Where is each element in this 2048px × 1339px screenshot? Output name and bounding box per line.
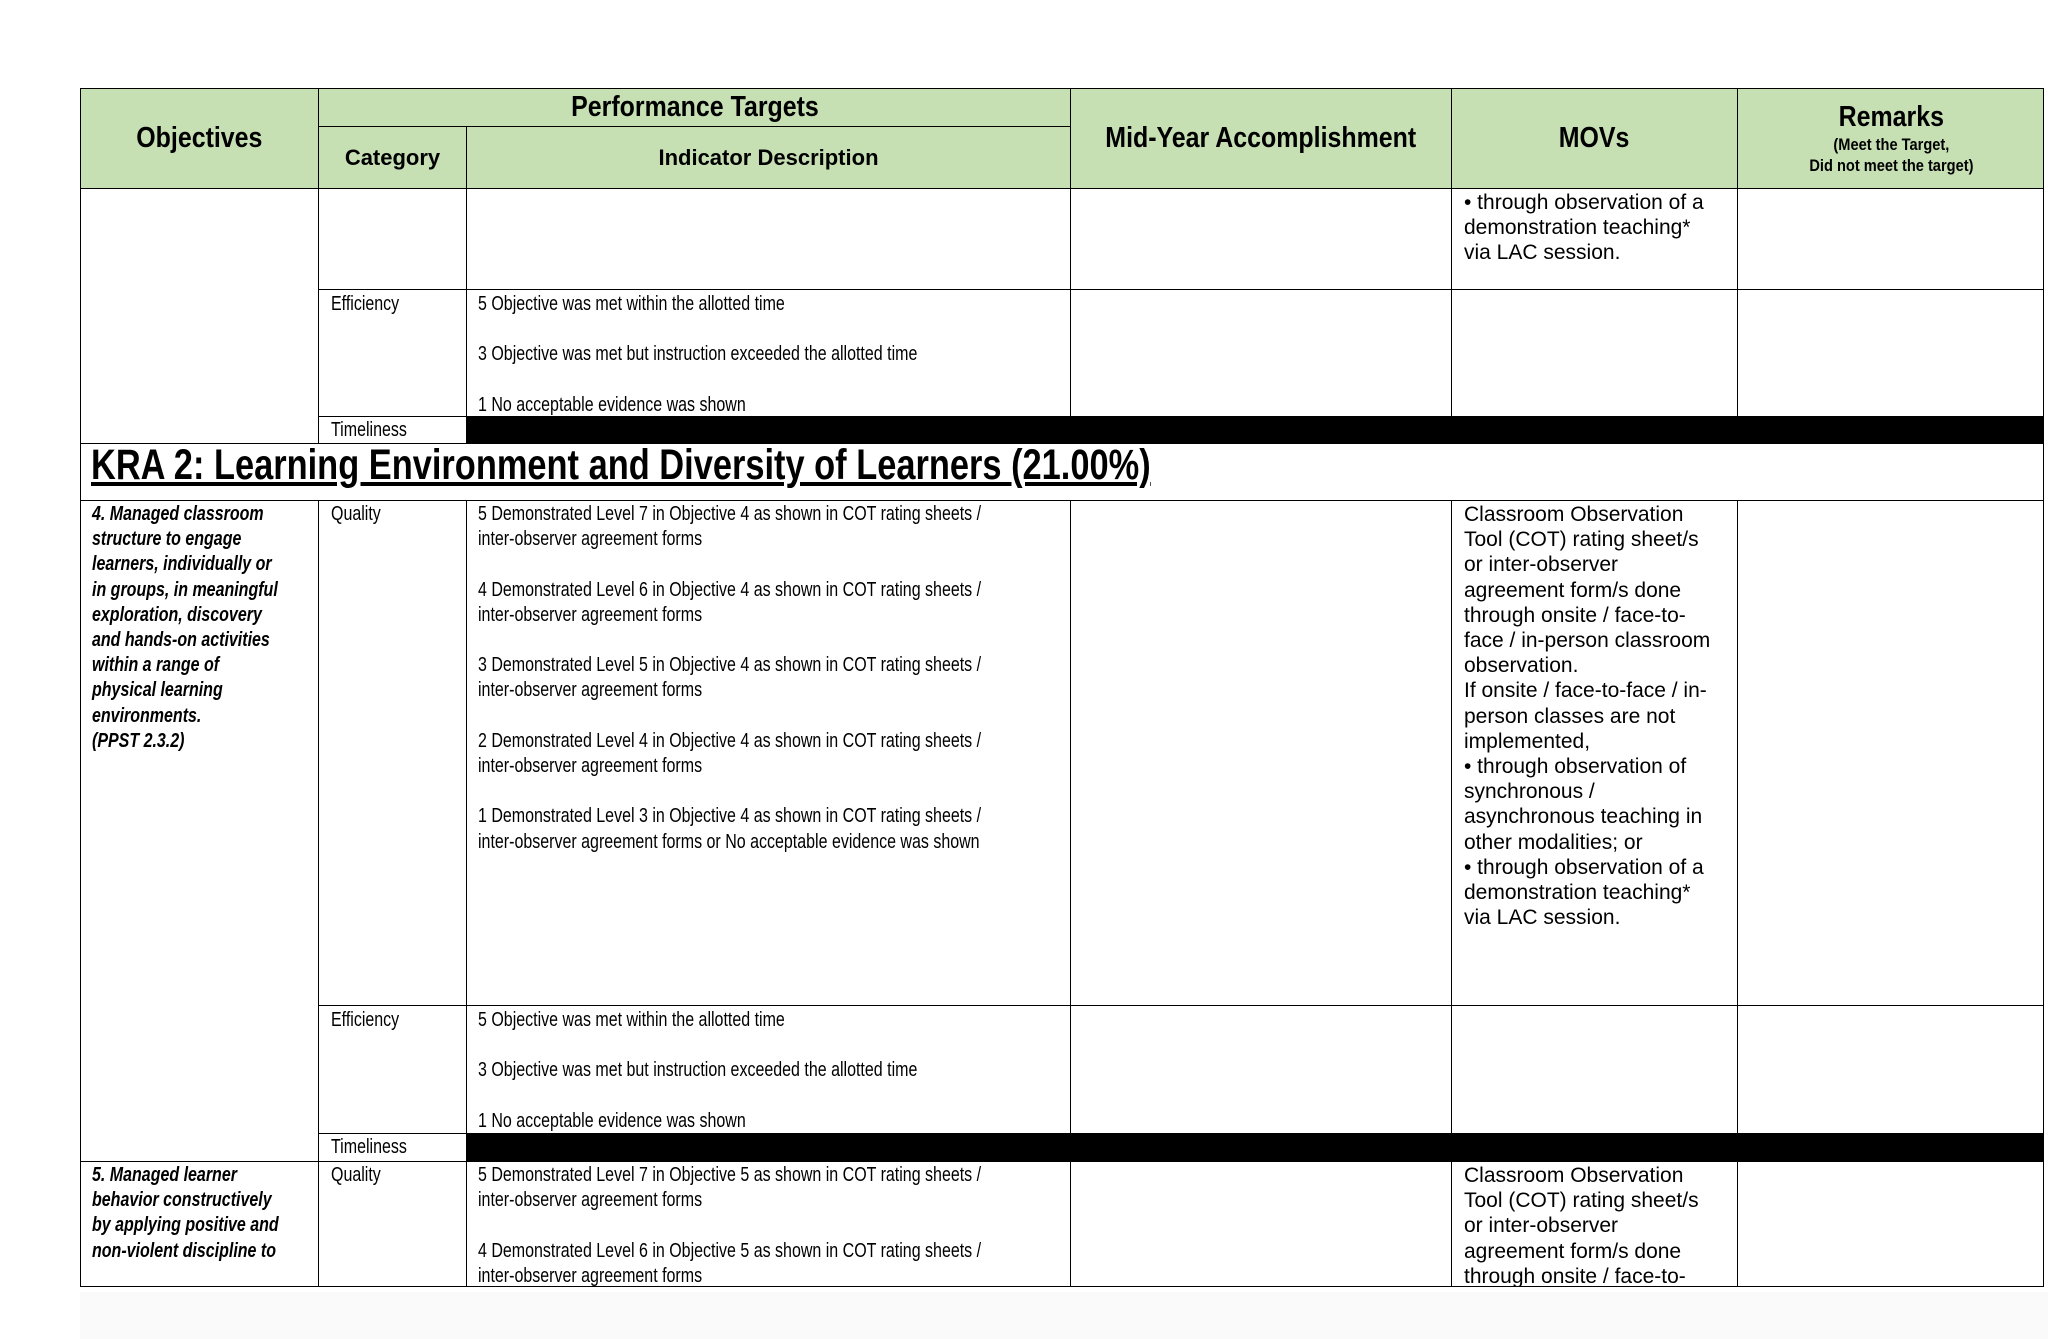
efficiency-category-cell-top [318,289,466,416]
header-objectives-label: Objectives [136,122,263,154]
objective-5-text: 5. Managed learner behavior constructively by applying positive and non-violent discipline to [92,1164,279,1262]
header-performance-targets [318,88,1070,126]
objective-4-efficiency-movs-cell [1451,1005,1737,1133]
objective-4-efficiency-category-cell [318,1005,466,1133]
objective-4-cell [80,500,318,1161]
header-movs [1451,88,1737,188]
timeliness-category-cell-top [318,416,466,443]
objective-4-efficiency-midyear-cell [1070,1005,1451,1133]
indicator-cell-continued [466,188,1070,289]
objective-5-cell [80,1161,318,1287]
header-category-label: Category [344,144,441,170]
header-remarks [1737,88,2044,188]
header-remarks-sub1: (Meet the Target, [1833,135,1949,154]
movs-continued-text: • through observation of a demonstration teaching* via LAC session. [1464,191,1704,265]
objective-5-midyear-cell [1070,1161,1451,1287]
header-mid-year [1070,88,1451,188]
objective-4-timeliness-blackout-bar [466,1133,2044,1161]
objective-4-efficiency-description: 5 Objective was met within the allotted time 3 Objective was met but instruction exceeded the allotted time 1 No acceptable evidence was shown [478,1009,918,1132]
page-bottom-shade [80,1292,2048,1339]
efficiency-remarks-cell-top [1737,289,2044,416]
objective-5-quality-label: Quality [331,1164,381,1186]
header-indicator-description [466,126,1070,188]
category-cell-continued [318,188,466,289]
objective-4-quality-description-cell [466,500,1070,1005]
header-mid-year-label: Mid-Year Accomplishment [1105,122,1417,154]
remarks-cell-continued [1737,188,2044,289]
efficiency-movs-cell-top [1451,289,1737,416]
kra2-title: KRA 2: Learning Environment and Diversity of Learners (21.00%) [91,441,1151,489]
objective-cell-continued [80,188,318,443]
objective-4-efficiency-description-cell [466,1005,1070,1133]
objective-4-quality-category-cell [318,500,466,1005]
objective-4-efficiency-label: Efficiency [331,1009,400,1031]
timeliness-blackout-bar-top [466,416,2044,443]
objective-4-quality-description: 5 Demonstrated Level 7 in Objective 4 as shown in COT rating sheets / inter-observer agreement forms 4 Demonstrated Level 6 in Objective 4 as shown in COT rating sheets / inter-observer agreement forms 3 Demonstrated Level 5 in Objective 4 as shown in COT rating sheets / inter-observer agreement forms 2 Demonstrated Level 4 in Objective 4 as shown in COT rating sheets / inter-observer agreement forms 1 Demonstrated Level 3 in Objective 4 as shown in COT rating sheets / inter-observer agreement forms or No acceptable evidence was shown [478,503,982,853]
efficiency-midyear-cell-top [1070,289,1451,416]
header-objectives [80,88,318,188]
objective-4-timeliness-category-cell [318,1133,466,1161]
efficiency-description-top: 5 Objective was met within the allotted time 3 Objective was met but instruction exceeded the allotted time 1 No acceptable evidence was shown [478,293,918,416]
objective-5-movs-text: Classroom Observation Tool (COT) rating sheet/s or inter-observer agreement form/s done through onsite / face-to- [1464,1164,1699,1287]
objective-5-remarks-cell [1737,1161,2044,1287]
efficiency-description-cell-top [466,289,1070,416]
objective-4-timeliness-label: Timeliness [331,1136,407,1158]
header-movs-label: MOVs [1559,122,1630,154]
objective-5-quality-description-cell [466,1161,1070,1287]
header-remarks-title: Remarks [1838,101,1944,133]
header-performance-targets-label: Performance Targets [570,91,819,123]
objective-4-quality-label: Quality [331,503,381,525]
objective-4-midyear-cell [1070,500,1451,1005]
objective-4-movs-text: Classroom Observation Tool (COT) rating sheet/s or inter-observer agreement form/s done through onsite / face-to- face / in-person classroom observation. If onsite / face-to-face / in- person classes are not implemented, • through observation of synchronous / asynchronous teaching in other modalities; or • through observation of a demonstration teaching* via LAC session. [1464,503,1711,930]
header-category [318,126,466,188]
movs-cell-continued [1451,188,1737,289]
header-remarks-sub2: Did not meet the target) [1808,156,1974,175]
header-indicator-description-label: Indicator Description [658,144,879,170]
objective-4-efficiency-remarks-cell [1737,1005,2044,1133]
objective-4-text: 4. Managed classroom structure to engage learners, individually or in groups, in meaningful exploration, discovery and hands-on activities within a range of physical learning environments. (PPST 2.3.2) [92,503,278,752]
objective-5-quality-category-cell [318,1161,466,1287]
objective-5-quality-description: 5 Demonstrated Level 7 in Objective 5 as shown in COT rating sheets / inter-observer agreement forms 4 Demonstrated Level 6 in Objective 5 as shown in COT rating sheets / inter-observer agreement forms [478,1164,982,1287]
midyear-cell-continued [1070,188,1451,289]
efficiency-label-top: Efficiency [331,293,400,315]
timeliness-label-top: Timeliness [331,419,407,441]
objective-5-movs-cell [1451,1161,1737,1287]
objective-4-remarks-cell [1737,500,2044,1005]
objective-4-movs-cell [1451,500,1737,1005]
